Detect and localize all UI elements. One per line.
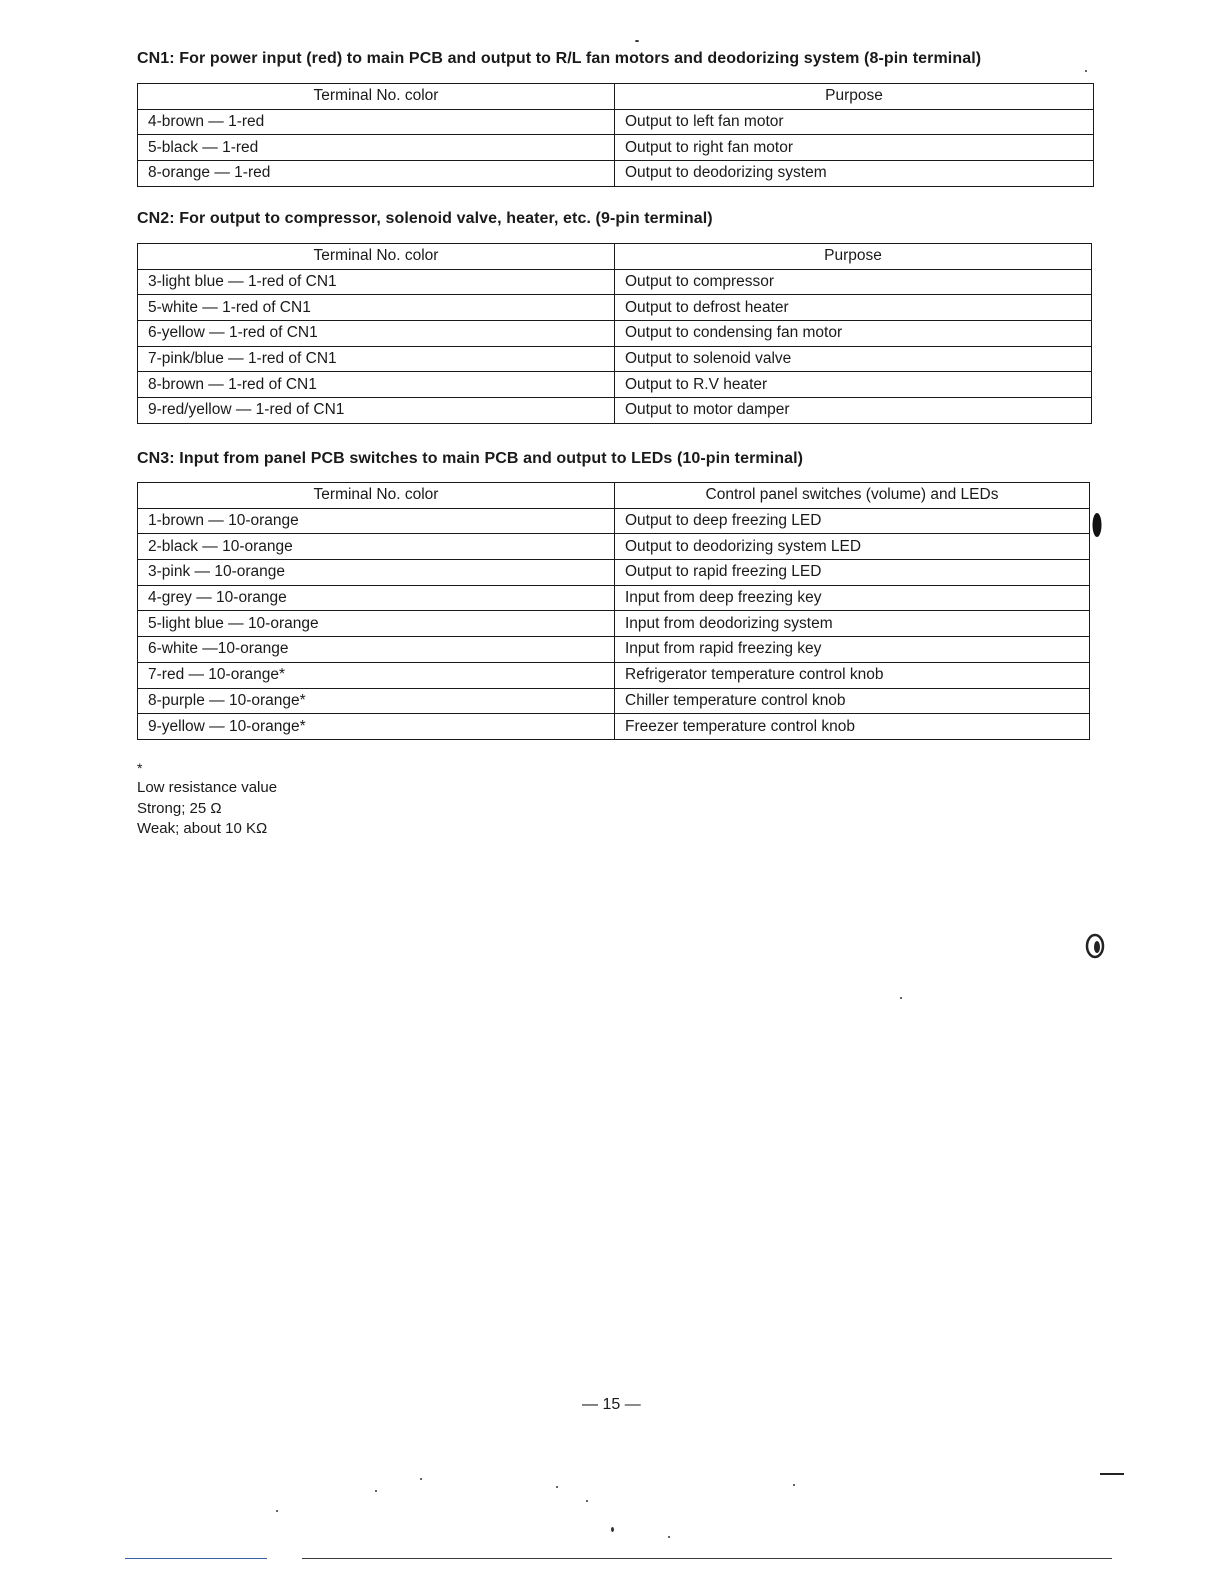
purpose-cell: Output to R.V heater [615, 372, 1092, 398]
cn2-heading: CN2: For output to compressor, solenoid valve, heater, etc. (9-pin terminal) [137, 210, 713, 227]
table-row [138, 161, 1094, 187]
hole-punch-icon [1080, 930, 1110, 962]
cn1-heading: CN1: For power input (red) to main PCB and output to R/L fan motors and deodorizing system (8-pin terminal) [137, 50, 982, 67]
terminal-cell: 4-brown — 1-red [138, 109, 615, 135]
terminal-cell: 5-white — 1-red of CN1 [138, 295, 615, 321]
scan-speck [556, 1486, 558, 1488]
terminal-cell: 8-orange — 1-red [138, 161, 615, 187]
terminal-cell: 3-light blue — 1-red of CN1 [138, 269, 615, 295]
table-row [138, 109, 1094, 135]
table-row [138, 321, 1092, 347]
purpose-cell: Input from deodorizing system [615, 611, 1090, 637]
purpose-cell: Output to condensing fan motor [615, 321, 1092, 347]
purpose-cell: Output to deep freezing LED [615, 508, 1090, 534]
cn3-table [137, 482, 1090, 740]
purpose-cell: Input from rapid freezing key [615, 637, 1090, 663]
bottom-rule-left [125, 1558, 267, 1559]
table-row [138, 398, 1092, 424]
table-row [138, 611, 1090, 637]
cn3-heading: CN3: Input from panel PCB switches to main PCB and output to LEDs (10-pin terminal) [137, 450, 804, 467]
terminal-cell: 7-pink/blue — 1-red of CN1 [138, 346, 615, 372]
scan-speck [420, 1478, 422, 1480]
footnote-weak: Weak; about 10 KΩ [137, 820, 268, 837]
terminal-cell: 8-purple — 10-orange* [138, 688, 615, 714]
table-row [138, 135, 1094, 161]
table-row [138, 346, 1092, 372]
terminal-cell: 9-red/yellow — 1-red of CN1 [138, 398, 615, 424]
column-header-terminal: Terminal No. color [138, 244, 615, 270]
table-header-row [138, 84, 1094, 110]
page-number: — 15 — [582, 1396, 641, 1413]
purpose-cell: Input from deep freezing key [615, 585, 1090, 611]
terminal-cell: 5-black — 1-red [138, 135, 615, 161]
scan-speck [793, 1484, 795, 1486]
table-row [138, 714, 1090, 740]
edge-mark [1100, 1473, 1124, 1475]
purpose-cell: Output to deodorizing system LED [615, 534, 1090, 560]
terminal-cell: 3-pink — 10-orange [138, 560, 615, 586]
terminal-cell: 9-yellow — 10-orange* [138, 714, 615, 740]
purpose-cell: Output to motor damper [615, 398, 1092, 424]
scan-speck [375, 1490, 377, 1492]
footnote-marker: * [137, 760, 143, 776]
terminal-cell: 1-brown — 10-orange [138, 508, 615, 534]
table-row [138, 637, 1090, 663]
column-header-purpose: Control panel switches (volume) and LEDs [615, 483, 1090, 509]
table-header-row [138, 483, 1090, 509]
resistance-footnote [137, 758, 277, 840]
footnote-strong: Strong; 25 Ω [137, 799, 222, 817]
terminal-cell: 2-black — 10-orange [138, 534, 615, 560]
terminal-cell: 4-grey — 10-orange [138, 585, 615, 611]
purpose-cell: Output to solenoid valve [615, 346, 1092, 372]
table-row [138, 508, 1090, 534]
terminal-cell: 7-red — 10-orange* [138, 662, 615, 688]
purpose-cell: Output to left fan motor [615, 109, 1094, 135]
cn1-table [137, 83, 1094, 187]
column-header-purpose: Purpose [615, 244, 1092, 270]
scan-speck [611, 1527, 614, 1532]
terminal-cell: 6-yellow — 1-red of CN1 [138, 321, 615, 347]
column-header-purpose: Purpose [615, 84, 1094, 110]
purpose-cell: Freezer temperature control knob [615, 714, 1090, 740]
purpose-cell: Output to compressor [615, 269, 1092, 295]
terminal-cell: 5-light blue — 10-orange [138, 611, 615, 637]
column-header-terminal: Terminal No. color [138, 483, 615, 509]
scan-speck [635, 40, 639, 42]
cn2-table [137, 243, 1092, 424]
scan-speck [276, 1510, 278, 1512]
terminal-cell: 6-white —10-orange [138, 637, 615, 663]
scan-blot-icon [1090, 510, 1104, 540]
scan-speck [1085, 70, 1087, 72]
bottom-rule-right [302, 1558, 1112, 1559]
purpose-cell: Output to defrost heater [615, 295, 1092, 321]
scan-speck [586, 1500, 588, 1502]
terminal-cell: 8-brown — 1-red of CN1 [138, 372, 615, 398]
purpose-cell: Output to right fan motor [615, 135, 1094, 161]
column-header-terminal: Terminal No. color [138, 84, 615, 110]
table-row [138, 585, 1090, 611]
table-row [138, 662, 1090, 688]
table-row [138, 372, 1092, 398]
purpose-cell: Output to deodorizing system [615, 161, 1094, 187]
scan-speck [900, 997, 902, 999]
table-header-row [138, 244, 1092, 270]
table-row [138, 269, 1092, 295]
table-row [138, 688, 1090, 714]
table-row [138, 534, 1090, 560]
footnote-title: Low resistance value [137, 779, 278, 796]
table-row [138, 295, 1092, 321]
purpose-cell: Refrigerator temperature control knob [615, 662, 1090, 688]
table-row [138, 560, 1090, 586]
scan-speck [668, 1536, 670, 1538]
purpose-cell: Output to rapid freezing LED [615, 560, 1090, 586]
purpose-cell: Chiller temperature control knob [615, 688, 1090, 714]
